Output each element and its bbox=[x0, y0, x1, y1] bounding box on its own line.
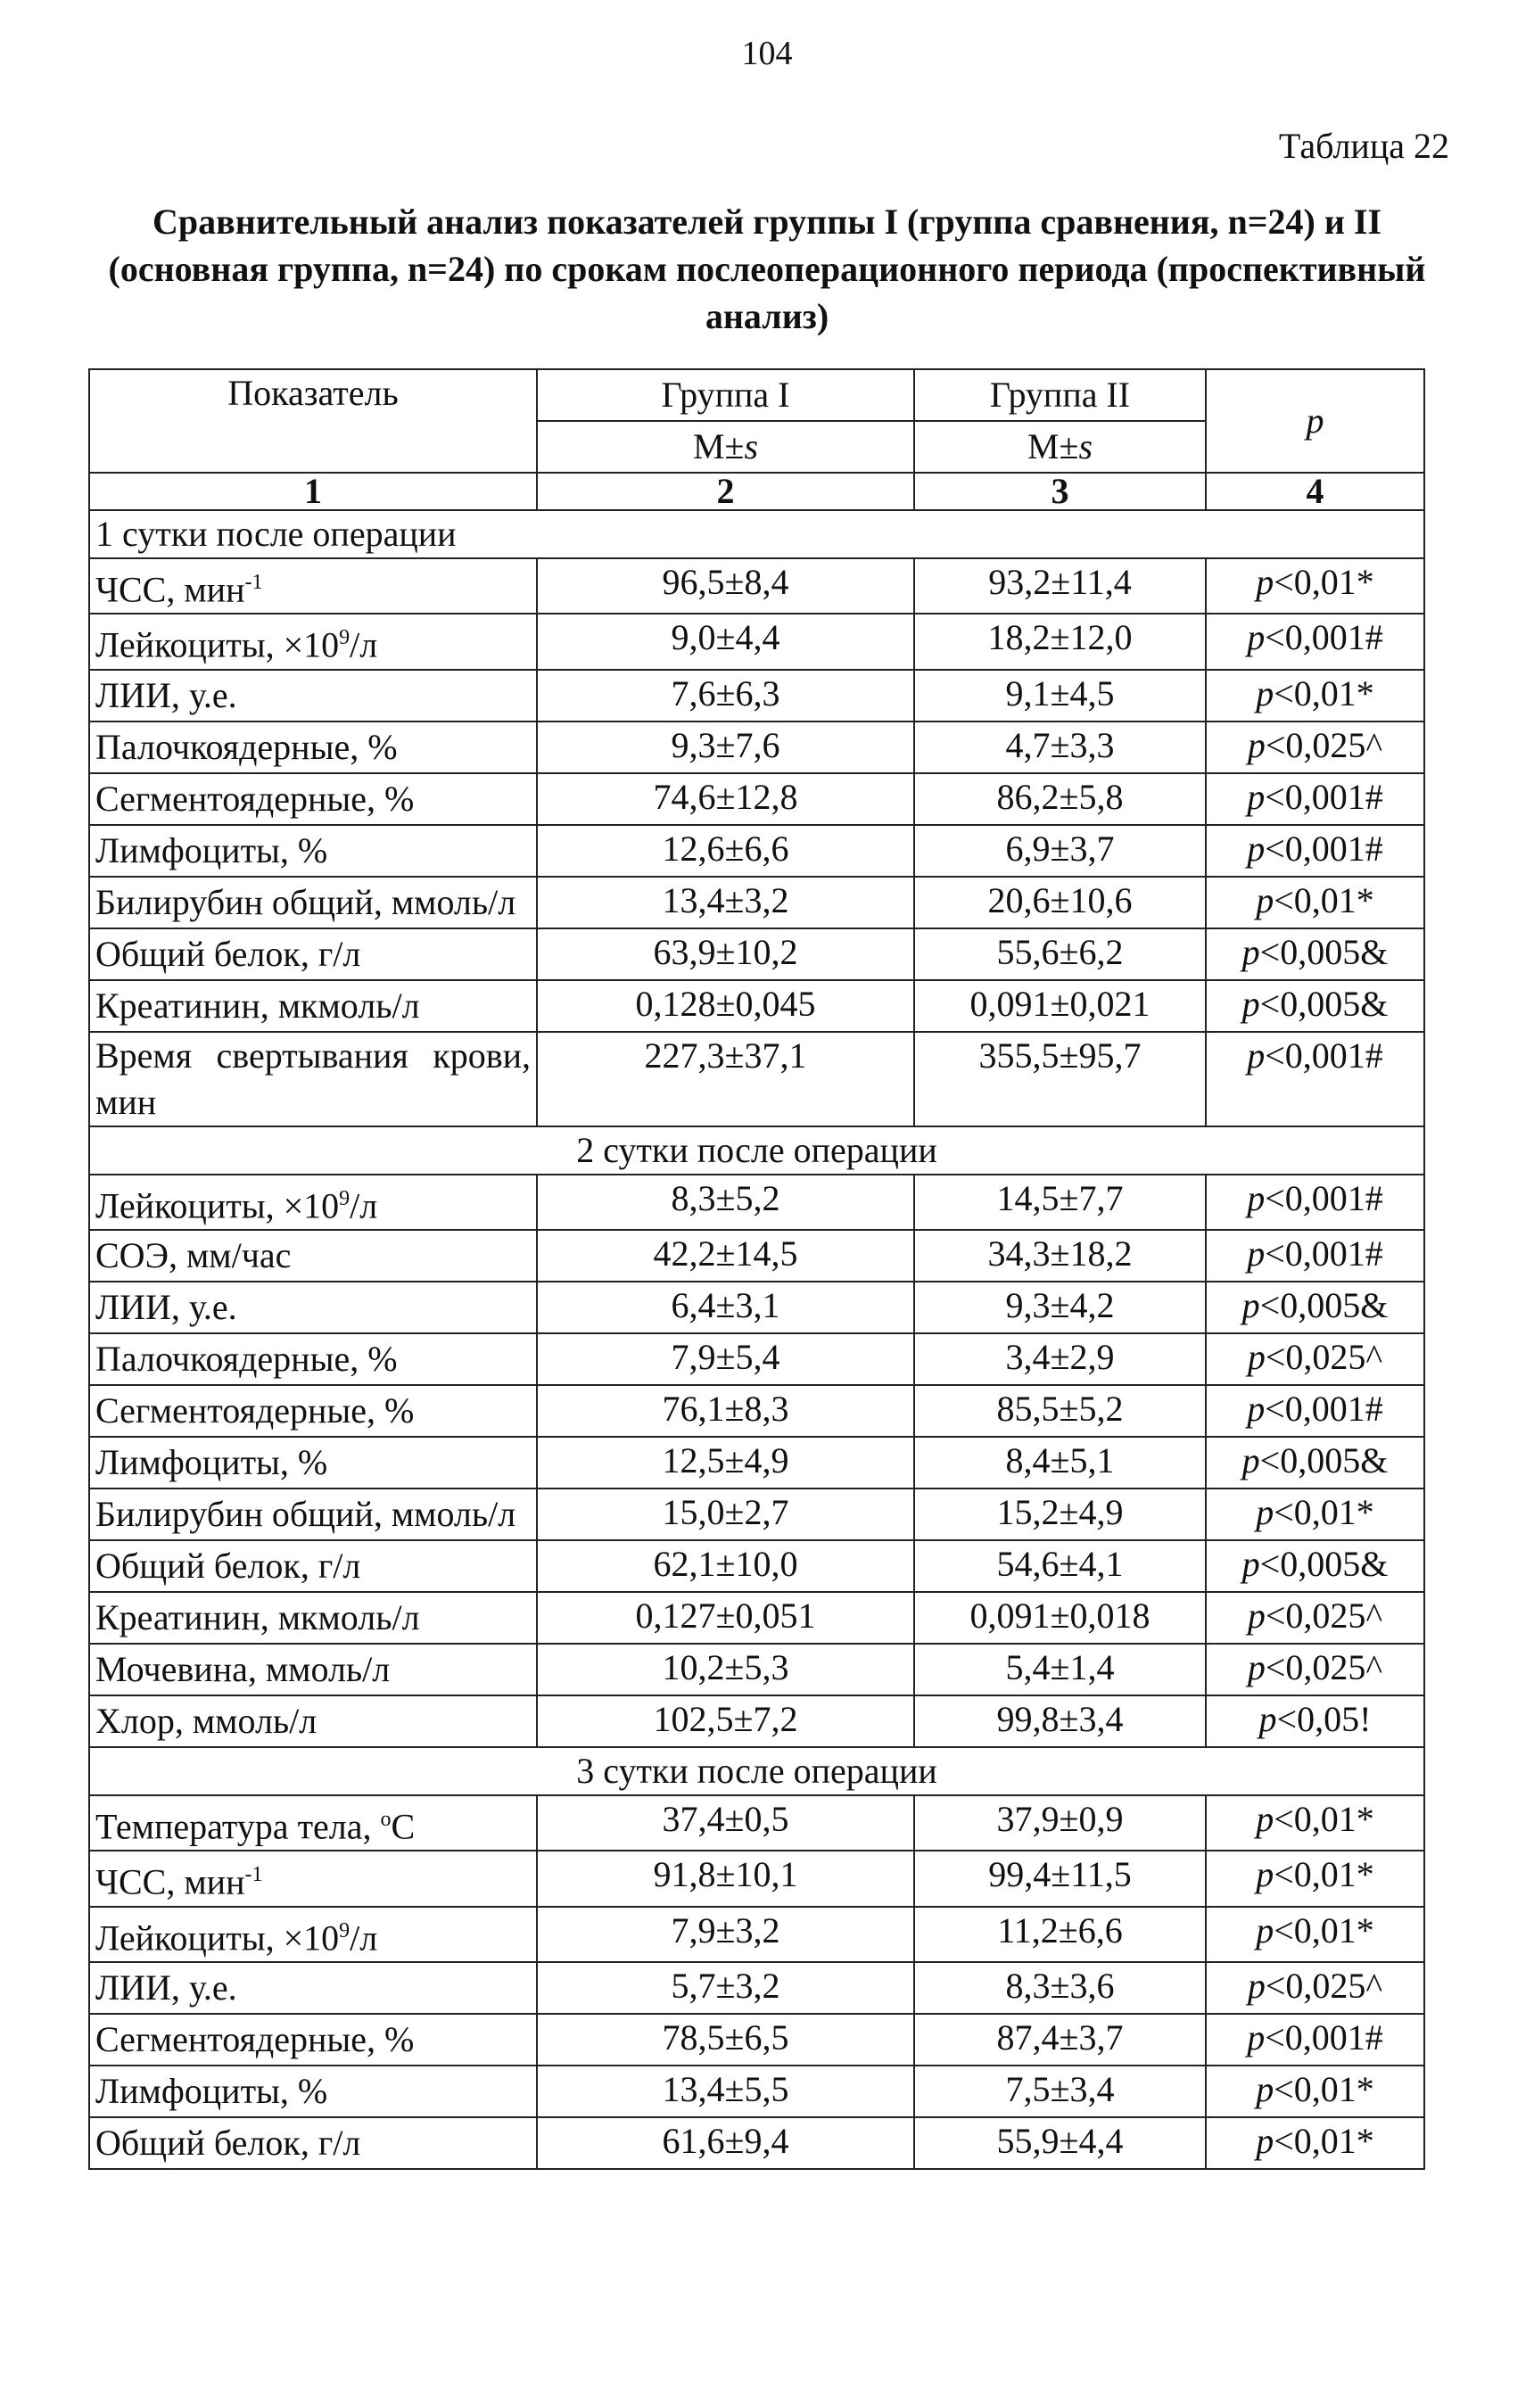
row-label: Палочкоядерные, % bbox=[89, 1333, 537, 1385]
row-label: Сегментоядерные, % bbox=[89, 1385, 537, 1437]
table-row bbox=[89, 2014, 1424, 2066]
p-value: p<0,01* bbox=[1206, 1851, 1424, 1906]
p-value: p<0,05! bbox=[1206, 1695, 1424, 1747]
table-row bbox=[89, 1907, 1424, 1962]
table-row bbox=[89, 1437, 1424, 1489]
group1-value: 9,0±4,4 bbox=[537, 614, 914, 669]
table-row bbox=[89, 1695, 1424, 1747]
group1-value: 227,3±37,1 bbox=[537, 1032, 914, 1126]
table-row bbox=[89, 1851, 1424, 1906]
group2-value: 55,9±4,4 bbox=[914, 2117, 1206, 2169]
group2-value: 5,4±1,4 bbox=[914, 1644, 1206, 1695]
table-row bbox=[89, 1644, 1424, 1695]
p-value: p<0,01* bbox=[1206, 558, 1424, 614]
group2-value: 55,6±6,2 bbox=[914, 928, 1206, 980]
row-label: Лейкоциты, $\times 10^9/л$ bbox=[89, 1175, 537, 1230]
table-row bbox=[89, 1489, 1424, 1540]
row-label: Сегментоядерные, % bbox=[89, 2014, 537, 2066]
group2-value: 0,091±0,018 bbox=[914, 1592, 1206, 1644]
table-row bbox=[89, 1592, 1424, 1644]
table-row bbox=[89, 877, 1424, 928]
row-label: ЛИИ, у.е. bbox=[89, 1282, 537, 1333]
p-value: p<0,01* bbox=[1206, 877, 1424, 928]
group2-value: 93,2±11,4 bbox=[914, 558, 1206, 614]
group2-value: 15,2±4,9 bbox=[914, 1489, 1206, 1540]
p-value: p<0,005& bbox=[1206, 1437, 1424, 1489]
p-value: p<0,025^ bbox=[1206, 1644, 1424, 1695]
p-value: p<0,001# bbox=[1206, 825, 1424, 877]
group2-value: 86,2±5,8 bbox=[914, 773, 1206, 825]
p-value: p<0,005& bbox=[1206, 1282, 1424, 1333]
group2-value: 34,3±18,2 bbox=[914, 1230, 1206, 1282]
table-row bbox=[89, 1230, 1424, 1282]
p-value: p<0,01* bbox=[1206, 2117, 1424, 2169]
column-number-4: 4 bbox=[1206, 473, 1424, 510]
row-label: Общий белок, г/л bbox=[89, 2117, 537, 2169]
row-label: Мочевина, ммоль/л bbox=[89, 1644, 537, 1695]
column-number-3: 3 bbox=[914, 473, 1206, 510]
table-row bbox=[89, 825, 1424, 877]
group1-value: 74,6±12,8 bbox=[537, 773, 914, 825]
group2-value: 0,091±0,021 bbox=[914, 980, 1206, 1032]
group2-value: 14,5±7,7 bbox=[914, 1175, 1206, 1230]
group2-value: 18,2±12,0 bbox=[914, 614, 1206, 669]
row-label: Время свертывания крови, мин bbox=[89, 1032, 537, 1126]
row-label: Палочкоядерные, % bbox=[89, 722, 537, 773]
table-row bbox=[89, 670, 1424, 722]
group1-value: 0,128±0,045 bbox=[537, 980, 914, 1032]
p-value: p<0,01* bbox=[1206, 1907, 1424, 1962]
group1-value: 12,5±4,9 bbox=[537, 1437, 914, 1489]
table-row bbox=[89, 928, 1424, 980]
header-group2: Группа II bbox=[914, 369, 1206, 421]
table-row bbox=[89, 1385, 1424, 1437]
group2-value: 6,9±3,7 bbox=[914, 825, 1206, 877]
section-title: 1 сутки после операции bbox=[89, 510, 1424, 558]
group1-value: 13,4±5,5 bbox=[537, 2066, 914, 2117]
group1-value: 7,9±3,2 bbox=[537, 1907, 914, 1962]
group1-value: 7,6±6,3 bbox=[537, 670, 914, 722]
group2-value: 8,3±3,6 bbox=[914, 1962, 1206, 2014]
table-row bbox=[89, 980, 1424, 1032]
section-row bbox=[89, 1126, 1424, 1175]
table-row bbox=[89, 2117, 1424, 2169]
group1-value: 102,5±7,2 bbox=[537, 1695, 914, 1747]
group1-value: 9,3±7,6 bbox=[537, 722, 914, 773]
group2-value: 85,5±5,2 bbox=[914, 1385, 1206, 1437]
section-row bbox=[89, 510, 1424, 558]
header-group1: Группа I bbox=[537, 369, 914, 421]
header-p: p bbox=[1206, 369, 1424, 473]
p-value: p<0,025^ bbox=[1206, 1333, 1424, 1385]
row-label: Билирубин общий, ммоль/л bbox=[89, 1489, 537, 1540]
group2-value: 7,5±3,4 bbox=[914, 2066, 1206, 2117]
group2-value: 9,3±4,2 bbox=[914, 1282, 1206, 1333]
row-label: Креатинин, мкмоль/л bbox=[89, 980, 537, 1032]
row-label: СОЭ, мм/час bbox=[89, 1230, 537, 1282]
row-label: Общий белок, г/л bbox=[89, 1540, 537, 1592]
row-label: ЛИИ, у.е. bbox=[89, 1962, 537, 2014]
group2-value: 11,2±6,6 bbox=[914, 1907, 1206, 1962]
group1-value: 10,2±5,3 bbox=[537, 1644, 914, 1695]
p-value: p<0,001# bbox=[1206, 1032, 1424, 1126]
p-value: p<0,001# bbox=[1206, 1385, 1424, 1437]
group1-value: 37,4±0,5 bbox=[537, 1795, 914, 1851]
p-value: p<0,001# bbox=[1206, 614, 1424, 669]
group1-value: 6,4±3,1 bbox=[537, 1282, 914, 1333]
table-row bbox=[89, 773, 1424, 825]
group1-value: 13,4±3,2 bbox=[537, 877, 914, 928]
group1-value: 63,9±10,2 bbox=[537, 928, 914, 980]
table-row bbox=[89, 1540, 1424, 1592]
group2-value: 99,8±3,4 bbox=[914, 1695, 1206, 1747]
table-row bbox=[89, 722, 1424, 773]
p-value: p<0,001# bbox=[1206, 1175, 1424, 1230]
group2-value: 87,4±3,7 bbox=[914, 2014, 1206, 2066]
group1-value: 0,127±0,051 bbox=[537, 1592, 914, 1644]
table-row bbox=[89, 558, 1424, 614]
row-label: Лейкоциты, $\times 10^9/л$ bbox=[89, 614, 537, 669]
table-row bbox=[89, 1333, 1424, 1385]
header-stat-group1: M±s bbox=[537, 421, 914, 473]
p-value: p<0,005& bbox=[1206, 928, 1424, 980]
group1-value: 91,8±10,1 bbox=[537, 1851, 914, 1906]
group2-value: 20,6±10,6 bbox=[914, 877, 1206, 928]
p-value: p<0,01* bbox=[1206, 1489, 1424, 1540]
group2-value: 99,4±11,5 bbox=[914, 1851, 1206, 1906]
group2-value: 9,1±4,5 bbox=[914, 670, 1206, 722]
table-row bbox=[89, 2066, 1424, 2117]
column-number-1: 1 bbox=[89, 473, 537, 510]
section-title: 2 сутки после операции bbox=[89, 1126, 1424, 1175]
group1-value: 8,3±5,2 bbox=[537, 1175, 914, 1230]
p-value: p<0,025^ bbox=[1206, 1962, 1424, 2014]
table-label: Таблица 22 bbox=[1278, 126, 1449, 166]
p-value: p<0,025^ bbox=[1206, 1592, 1424, 1644]
p-value: p<0,005& bbox=[1206, 1540, 1424, 1592]
group2-value: 54,6±4,1 bbox=[914, 1540, 1206, 1592]
table-row bbox=[89, 1032, 1424, 1126]
group1-value: 42,2±14,5 bbox=[537, 1230, 914, 1282]
p-value: p<0,001# bbox=[1206, 773, 1424, 825]
data-table bbox=[88, 368, 1425, 2170]
row-label: Лимфоциты, % bbox=[89, 825, 537, 877]
row-label: ЛИИ, у.е. bbox=[89, 670, 537, 722]
p-value: p<0,001# bbox=[1206, 1230, 1424, 1282]
group1-value: 12,6±6,6 bbox=[537, 825, 914, 877]
table-title: Сравнительный анализ показателей группы I (группа сравнения, n=24) и II (основная группа, n=24) по срокам послеоперационного периода (проспективный анализ) bbox=[108, 202, 1426, 336]
header-stat-group2: M±s bbox=[914, 421, 1206, 473]
group1-value: 15,0±2,7 bbox=[537, 1489, 914, 1540]
column-number-2: 2 bbox=[537, 473, 914, 510]
row-label: Лимфоциты, % bbox=[89, 2066, 537, 2117]
p-value: p<0,01* bbox=[1206, 670, 1424, 722]
p-value: p<0,01* bbox=[1206, 2066, 1424, 2117]
group1-value: 7,9±5,4 bbox=[537, 1333, 914, 1385]
row-label: Хлор, ммоль/л bbox=[89, 1695, 537, 1747]
group1-value: 62,1±10,0 bbox=[537, 1540, 914, 1592]
group1-value: 61,6±9,4 bbox=[537, 2117, 914, 2169]
row-label: Креатинин, мкмоль/л bbox=[89, 1592, 537, 1644]
p-value: p<0,025^ bbox=[1206, 722, 1424, 773]
table-row bbox=[89, 614, 1424, 669]
table-row bbox=[89, 1795, 1424, 1851]
table-row bbox=[89, 1282, 1424, 1333]
table-row bbox=[89, 1175, 1424, 1230]
p-value: p<0,01* bbox=[1206, 1795, 1424, 1851]
row-label: Лейкоциты, $\times 10^9/л$ bbox=[89, 1907, 537, 1962]
table-row bbox=[89, 1962, 1424, 2014]
group2-value: 4,7±3,3 bbox=[914, 722, 1206, 773]
row-label: Температура тела, $^o$С bbox=[89, 1795, 537, 1851]
row-label: Общий белок, г/л bbox=[89, 928, 537, 980]
section-title: 3 сутки после операции bbox=[89, 1747, 1424, 1795]
header-indicator: Показатель bbox=[89, 369, 537, 473]
row-label: Лимфоциты, % bbox=[89, 1437, 537, 1489]
table-body bbox=[89, 510, 1424, 2169]
group2-value: 8,4±5,1 bbox=[914, 1437, 1206, 1489]
group1-value: 5,7±3,2 bbox=[537, 1962, 914, 2014]
group2-value: 355,5±95,7 bbox=[914, 1032, 1206, 1126]
row-label: ЧСС, мин$^{-1}$ bbox=[89, 1851, 537, 1906]
group1-value: 78,5±6,5 bbox=[537, 2014, 914, 2066]
row-label: Сегментоядерные, % bbox=[89, 773, 537, 825]
group1-value: 76,1±8,3 bbox=[537, 1385, 914, 1437]
row-label: Билирубин общий, ммоль/л bbox=[89, 877, 537, 928]
group2-value: 3,4±2,9 bbox=[914, 1333, 1206, 1385]
group2-value: 37,9±0,9 bbox=[914, 1795, 1206, 1851]
row-label: ЧСС, мин$^{-1}$ bbox=[89, 558, 537, 614]
group1-value: 96,5±8,4 bbox=[537, 558, 914, 614]
page-number: 104 bbox=[741, 35, 793, 72]
section-row bbox=[89, 1747, 1424, 1795]
p-value: p<0,005& bbox=[1206, 980, 1424, 1032]
p-value: p<0,001# bbox=[1206, 2014, 1424, 2066]
